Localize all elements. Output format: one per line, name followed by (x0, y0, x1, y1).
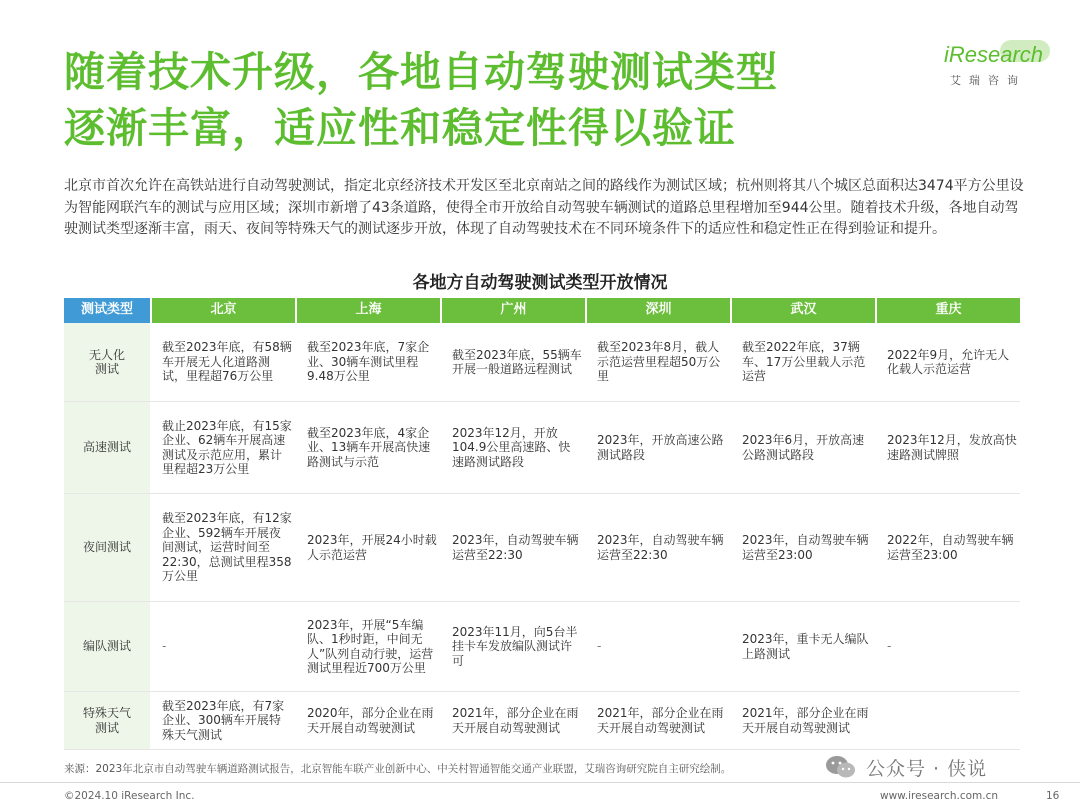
table-cell (877, 692, 1020, 749)
table-row (64, 494, 1020, 602)
row-label-highway: 高速测试 (64, 402, 150, 493)
table-cell: 截至2023年底，55辆车开展一般道路远程测试 (452, 347, 582, 376)
row-label-night: 夜间测试 (64, 494, 150, 601)
table-cell: 截至2023年底，7家企业、30辆车测试里程9.48万公里 (307, 340, 430, 384)
table-cell: 2023年，开展24小时载人示范运营 (307, 533, 437, 562)
table-cell: 截至2023年底，有7家企业、300辆车开展特殊天气测试 (162, 698, 285, 742)
table-row (64, 692, 1020, 750)
header-beijing: 北京 (152, 298, 295, 323)
table-cell: 2023年，开放高速公路测试路段 (597, 433, 724, 462)
table-cell: 截至2023年底，4家企业、13辆车开展高快速路测试与示范 (307, 425, 431, 469)
copyright-text: ©2024.10 iResearch Inc. (64, 790, 195, 802)
watermark-text: 公众号 · 侠说 (866, 758, 988, 780)
logo-brand-text: iResearch (944, 42, 1044, 67)
table-row (64, 323, 1020, 402)
table-cell: 2020年，部分企业在雨天开展自动驾驶测试 (307, 706, 434, 735)
row-label-driverless: 无人化 测试 (64, 323, 150, 401)
page-title-line-2: 逐渐丰富，适应性和稳定性得以验证 (64, 104, 736, 152)
intro-paragraph: 北京市首次允许在高铁站进行自动驾驶测试，指定北京经济技术开发区至北京南站之间的路线作为测试区域；杭州则将其八个城区总面积达3474平方公里设为智能网联汽车的测试与应用区域；深圳市新增了43条道路，使得全市开放给自动驾驶车辆测试的道路总里程增加至944公里。随着技术升级，各地自动驾驶测试类型逐渐丰富，雨天、夜间等特殊天气的测试逐步开放，体现了自动驾驶技术在不同环境条件下的适应性和稳定性正在得到验证和提升。 (64, 178, 1024, 237)
header-shanghai: 上海 (297, 298, 440, 323)
logo-subtitle: 艾瑞咨询 (950, 74, 1026, 87)
source-note: 来源：2023年北京市自动驾驶车辆道路测试报告，北京智能车联产业创新中心、中关村智通智能交通产业联盟，艾瑞咨询研究院自主研究绘制。 (64, 763, 732, 775)
page-title (64, 44, 904, 156)
table-cell: 2023年，自动驾驶车辆运营至23:00 (742, 533, 869, 562)
table-row (64, 602, 1020, 692)
footer (0, 782, 1080, 810)
header-guangzhou: 广州 (442, 298, 585, 323)
wechat-icon (824, 754, 858, 780)
table-cell: 2023年11月，向5台半挂卡车发放编队测试许可 (452, 624, 578, 668)
table-cell: 截至2022年底，37辆车、17万公里载人示范运营 (742, 340, 866, 384)
page-number: 16 (1046, 790, 1060, 802)
website-url: www.iresearch.com.cn (880, 790, 999, 802)
table-cell: - (887, 639, 892, 654)
table-cell: 截至2023年底，有12家企业、592辆车开展夜间测试，运营时间至22:30，总测试里程358万公里 (162, 511, 292, 584)
table-cell: 截止2023年底，有15家企业、62辆车开展高速测试及示范应用，累计里程超23万公里 (162, 418, 292, 476)
table-cell: 2023年12月，发放高快速路测试牌照 (887, 433, 1017, 462)
table-cell: 2022年9月，允许无人化载人示范运营 (887, 347, 1010, 376)
wechat-watermark (824, 752, 1020, 782)
table-cell: 2023年6月，开放高速公路测试路段 (742, 433, 865, 462)
table-cell: 2023年，重卡无人编队上路测试 (742, 632, 869, 661)
test-types-table (64, 298, 1020, 750)
table-row (64, 402, 1020, 494)
table-cell: 截至2023年8月，截人示范运营里程超50万公里 (597, 340, 721, 384)
table-cell: 2023年12月，开放104.9公里高速路、快速路测试路段 (452, 425, 571, 469)
table-cell: 2023年，自动驾驶车辆运营至22:30 (597, 533, 724, 562)
table-cell: - (597, 639, 602, 654)
iresearch-logo (944, 42, 1056, 92)
row-label-special-weather: 特殊天气 测试 (64, 692, 150, 749)
header-wuhan: 武汉 (732, 298, 875, 323)
header-chongqing: 重庆 (877, 298, 1020, 323)
table-cell: 2021年，部分企业在雨天开展自动驾驶测试 (452, 706, 579, 735)
header-test-type: 测试类型 (64, 298, 150, 323)
table-cell: 2021年，部分企业在雨天开展自动驾驶测试 (597, 706, 724, 735)
table-cell: - (162, 639, 167, 654)
page-title-line-1: 随着技术升级，各地自动驾驶测试类型 (64, 48, 778, 96)
table-cell: 截至2023年底，有58辆车开展无人化道路测试，里程超76万公里 (162, 340, 292, 384)
table-cell: 2023年，自动驾驶车辆运营至22:30 (452, 533, 579, 562)
header-shenzhen: 深圳 (587, 298, 730, 323)
table-header-row (64, 298, 1020, 323)
table-title: 各地方自动驾驶测试类型开放情况 (412, 273, 668, 293)
row-label-platoon: 编队测试 (64, 602, 150, 691)
table-cell: 2022年，自动驾驶车辆运营至23:00 (887, 533, 1014, 562)
table-cell: 2023年，开展“5车编队、1秒时距，中间无人”队列自动行驶，运营测试里程近700万公里 (307, 617, 434, 675)
table-cell: 2021年，部分企业在雨天开展自动驾驶测试 (742, 706, 869, 735)
